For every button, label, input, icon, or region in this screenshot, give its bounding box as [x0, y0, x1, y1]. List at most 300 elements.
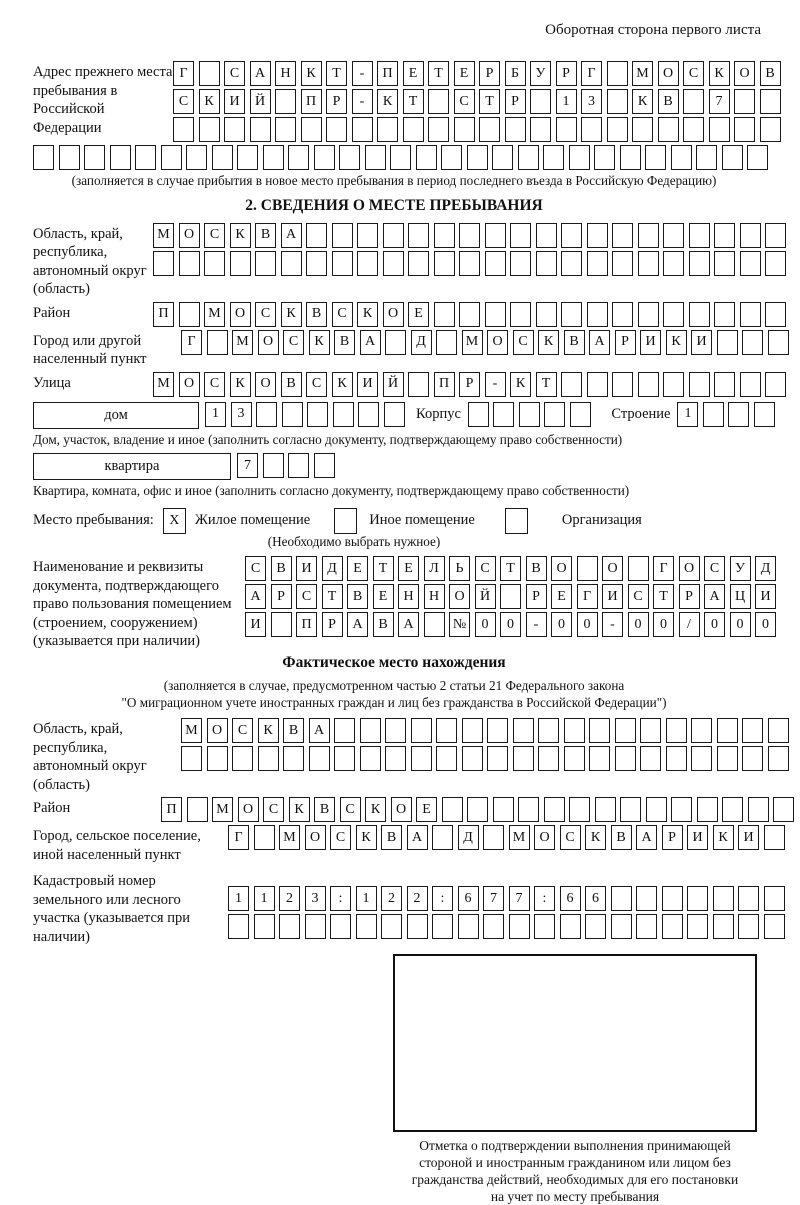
char-box: В: [526, 556, 547, 581]
char-box: Т: [373, 556, 394, 581]
char-box: [204, 251, 225, 276]
char-box: К: [301, 61, 322, 86]
char-box: К: [713, 825, 734, 850]
char-box: [301, 117, 322, 142]
char-box: С: [245, 556, 266, 581]
char-box: [307, 402, 328, 427]
korpus-label: Корпус: [416, 405, 461, 422]
organization-label: Организация: [561, 512, 642, 529]
char-box: [513, 718, 534, 743]
char-box: К: [289, 797, 310, 822]
char-box: [428, 89, 449, 114]
char-box: [607, 117, 628, 142]
char-box: [385, 330, 406, 355]
char-box: С: [475, 556, 496, 581]
char-box: [722, 797, 743, 822]
char-box: [510, 302, 531, 327]
char-box: Ц: [730, 584, 751, 609]
char-box: О: [734, 61, 755, 86]
previous-address-row-1: [173, 61, 785, 86]
char-box: [468, 402, 489, 427]
char-box: [640, 718, 661, 743]
char-box: [161, 145, 182, 170]
char-box: [403, 117, 424, 142]
char-box: В: [760, 61, 781, 86]
char-box: С: [454, 89, 475, 114]
char-box: С: [173, 89, 194, 114]
char-box: Е: [373, 584, 394, 609]
char-box: [662, 914, 683, 939]
char-box: [487, 746, 508, 771]
char-box: 0: [704, 612, 725, 637]
char-box: [432, 914, 453, 939]
char-box: [570, 402, 591, 427]
char-box: Е: [551, 584, 572, 609]
actual-district-label: Район: [33, 800, 71, 817]
char-box: К: [230, 372, 251, 397]
char-box: И: [357, 372, 378, 397]
char-box: [581, 117, 602, 142]
other-premises-label: Иное помещение: [369, 512, 475, 529]
char-box: О: [255, 372, 276, 397]
confirmation-note-line-1: Отметка о подтверждении выполнения принимающей: [419, 1138, 731, 1154]
char-box: О: [383, 302, 404, 327]
char-box: [358, 402, 379, 427]
char-box: [510, 223, 531, 248]
char-box: [467, 797, 488, 822]
char-box: [228, 914, 249, 939]
char-box: [153, 251, 174, 276]
char-box: А: [281, 223, 302, 248]
char-box: О: [449, 584, 470, 609]
previous-address-row-3: [173, 117, 785, 142]
char-box: [747, 145, 768, 170]
char-box: В: [347, 584, 368, 609]
char-box: [628, 556, 649, 581]
char-box: К: [199, 89, 220, 114]
char-box: И: [245, 612, 266, 637]
cadastral-field: [33, 870, 795, 946]
char-box: И: [691, 330, 712, 355]
char-box: С: [296, 584, 317, 609]
street-field: [33, 372, 795, 397]
char-box: С: [224, 61, 245, 86]
char-box: С: [232, 718, 253, 743]
confirmation-note-line-2: стороной и иностранным гражданином или лицом без: [419, 1155, 731, 1171]
char-box: [740, 372, 761, 397]
char-box: [717, 330, 738, 355]
char-box: [434, 302, 455, 327]
char-box: 3: [231, 402, 252, 427]
document-row-2: [245, 584, 781, 609]
residential-label: Жилое помещение: [194, 512, 311, 529]
char-box: [544, 797, 565, 822]
char-box: 0: [628, 612, 649, 637]
char-box: [332, 223, 353, 248]
char-box: [585, 914, 606, 939]
char-box: В: [306, 302, 327, 327]
char-box: [187, 797, 208, 822]
char-box: [740, 251, 761, 276]
char-box: [485, 251, 506, 276]
char-box: П: [296, 612, 317, 637]
char-box: [357, 251, 378, 276]
char-box: К: [538, 330, 559, 355]
char-box: [638, 372, 659, 397]
char-box: Р: [322, 612, 343, 637]
char-box: [595, 797, 616, 822]
char-box: [612, 372, 633, 397]
char-box: [764, 914, 785, 939]
confirmation-note: [373, 1137, 777, 1205]
char-box: [713, 914, 734, 939]
char-box: [638, 302, 659, 327]
char-box: А: [245, 584, 266, 609]
char-box: 1: [254, 886, 275, 911]
char-box: И: [296, 556, 317, 581]
char-box: [263, 453, 284, 478]
char-box: М: [204, 302, 225, 327]
char-box: [663, 372, 684, 397]
char-box: 1: [356, 886, 377, 911]
char-box: [519, 402, 540, 427]
char-box: [110, 145, 131, 170]
char-box: [530, 89, 551, 114]
char-box: [271, 612, 292, 637]
char-box: [424, 612, 445, 637]
char-box: [212, 145, 233, 170]
apartment-note: Квартира, комната, офис и иное (заполнить согласно документу, подтверждающему право собственности): [33, 483, 630, 499]
char-box: Т: [428, 61, 449, 86]
char-box: -: [352, 61, 373, 86]
char-box: В: [283, 718, 304, 743]
char-box: [620, 145, 641, 170]
stay-info-section: [33, 223, 795, 652]
char-box: [254, 914, 275, 939]
char-box: [467, 145, 488, 170]
char-box: [587, 372, 608, 397]
char-box: [589, 746, 610, 771]
char-box: 1: [205, 402, 226, 427]
char-box: -: [485, 372, 506, 397]
char-box: [510, 251, 531, 276]
char-box: [436, 718, 457, 743]
char-box: Б: [505, 61, 526, 86]
char-box: [408, 372, 429, 397]
char-box: К: [365, 797, 386, 822]
char-box: [384, 402, 405, 427]
char-box: [607, 89, 628, 114]
char-box: [612, 302, 633, 327]
char-box: Е: [398, 556, 419, 581]
char-box: [305, 914, 326, 939]
char-box: С: [332, 302, 353, 327]
char-box: [564, 718, 585, 743]
char-box: [638, 251, 659, 276]
char-box: [282, 402, 303, 427]
char-box: [714, 251, 735, 276]
char-box: [536, 302, 557, 327]
char-box: [689, 302, 710, 327]
char-box: [518, 145, 539, 170]
char-box: [356, 914, 377, 939]
char-box: Д: [755, 556, 776, 581]
char-box: Т: [536, 372, 557, 397]
settlement-row: [228, 825, 789, 850]
house-note: Дом, участок, владение и иное (заполнить согласно документу, подтверждающему право собственности): [33, 431, 623, 447]
actual-region-label: Область, край, республика, автономный округ (область): [33, 721, 147, 793]
char-box: [536, 251, 557, 276]
char-box: [513, 746, 534, 771]
char-box: [408, 223, 429, 248]
char-box: [689, 223, 710, 248]
char-box: -: [352, 89, 373, 114]
char-box: У: [730, 556, 751, 581]
char-box: В: [564, 330, 585, 355]
char-box: [434, 223, 455, 248]
char-box: [740, 223, 761, 248]
char-box: [462, 746, 483, 771]
char-box: Е: [416, 797, 437, 822]
char-box: В: [611, 825, 632, 850]
char-box: [173, 117, 194, 142]
district-label: Район: [33, 304, 71, 321]
char-box: [256, 402, 277, 427]
char-box: [636, 914, 657, 939]
char-box: [683, 89, 704, 114]
char-box: [560, 914, 581, 939]
char-box: [483, 825, 504, 850]
stay-type-label: Место пребывания:: [33, 512, 154, 529]
char-box: [436, 746, 457, 771]
char-box: С: [204, 372, 225, 397]
char-box: [59, 145, 80, 170]
char-box: [493, 402, 514, 427]
char-box: 1: [228, 886, 249, 911]
cadastral-row-2: [228, 914, 789, 939]
char-box: [734, 117, 755, 142]
char-box: [390, 145, 411, 170]
char-box: С: [330, 825, 351, 850]
char-box: Г: [181, 330, 202, 355]
char-box: [436, 330, 457, 355]
char-box: О: [238, 797, 259, 822]
char-box: [728, 402, 749, 427]
char-box: 6: [560, 886, 581, 911]
char-box: [620, 797, 641, 822]
char-box: К: [709, 61, 730, 86]
char-box: [509, 914, 530, 939]
char-box: [383, 251, 404, 276]
char-box: [485, 223, 506, 248]
char-box: [714, 223, 735, 248]
char-box: [333, 402, 354, 427]
char-box: [309, 746, 330, 771]
char-box: Т: [653, 584, 674, 609]
char-box: [768, 330, 789, 355]
char-box: [441, 145, 462, 170]
char-box: [334, 746, 355, 771]
char-box: И: [224, 89, 245, 114]
char-box: :: [534, 886, 555, 911]
char-box: К: [230, 223, 251, 248]
char-box: [179, 302, 200, 327]
char-box: 2: [279, 886, 300, 911]
street-label: Улица: [33, 374, 71, 391]
char-box: С: [628, 584, 649, 609]
char-box: [518, 797, 539, 822]
char-box: К: [666, 330, 687, 355]
char-box: О: [534, 825, 555, 850]
district-field: [33, 302, 795, 327]
settlement-label: Город, сельское поселение, иной населенный пункт: [33, 828, 201, 863]
char-box: [765, 372, 786, 397]
apartment-cells: [237, 453, 339, 478]
char-box: [683, 117, 704, 142]
region-row-1: [153, 223, 791, 248]
char-box: [306, 251, 327, 276]
char-box: 2: [381, 886, 402, 911]
char-box: [326, 117, 347, 142]
char-box: 1: [556, 89, 577, 114]
char-box: [734, 89, 755, 114]
page-side-note: Оборотная сторона первого листа: [545, 22, 761, 38]
char-box: [179, 251, 200, 276]
previous-address-note: (заполняется в случае прибытия в новое место пребывания в период последнего въезда в Российскую Федерацию): [71, 173, 717, 188]
char-box: [742, 746, 763, 771]
char-box: М: [153, 372, 174, 397]
actual-region-row-1: [181, 718, 793, 743]
residential-checkbox: X: [163, 508, 186, 534]
char-box: [709, 117, 730, 142]
char-box: [33, 145, 54, 170]
char-box: И: [755, 584, 776, 609]
char-box: [638, 223, 659, 248]
char-box: [587, 223, 608, 248]
char-box: [462, 718, 483, 743]
char-box: [505, 117, 526, 142]
char-box: [740, 302, 761, 327]
char-box: [377, 117, 398, 142]
char-box: [687, 914, 708, 939]
previous-address-section: [33, 61, 795, 190]
char-box: [748, 797, 769, 822]
char-box: [687, 886, 708, 911]
char-box: [416, 145, 437, 170]
char-box: [632, 117, 653, 142]
char-box: М: [632, 61, 653, 86]
stay-type-row: [33, 508, 795, 534]
previous-address-label: Адрес прежнего места пребывания в Российской Федерации: [33, 64, 173, 136]
char-box: [352, 117, 373, 142]
char-box: О: [658, 61, 679, 86]
actual-location-note-1: (заполняется в случае, предусмотренном частью 2 статьи 21 Федерального закона: [163, 678, 625, 694]
char-box: И: [687, 825, 708, 850]
char-box: Г: [581, 61, 602, 86]
char-box: [485, 302, 506, 327]
settlement-field: [33, 825, 795, 864]
char-box: Д: [411, 330, 432, 355]
char-box: К: [309, 330, 330, 355]
char-box: М: [232, 330, 253, 355]
char-box: [612, 251, 633, 276]
char-box: 3: [305, 886, 326, 911]
char-box: Т: [322, 584, 343, 609]
char-box: [612, 223, 633, 248]
char-box: [479, 117, 500, 142]
char-box: Р: [505, 89, 526, 114]
char-box: [594, 145, 615, 170]
char-box: О: [179, 372, 200, 397]
char-box: [459, 223, 480, 248]
char-box: О: [258, 330, 279, 355]
char-box: С: [255, 302, 276, 327]
char-box: М: [212, 797, 233, 822]
char-box: [281, 251, 302, 276]
char-box: [768, 746, 789, 771]
char-box: К: [356, 825, 377, 850]
char-box: [483, 914, 504, 939]
char-box: [459, 302, 480, 327]
stay-type-note: (Необходимо выбрать нужное): [267, 533, 441, 549]
region-label: Область, край, республика, автономный округ (область): [33, 225, 147, 298]
char-box: [611, 886, 632, 911]
char-box: [385, 718, 406, 743]
char-box: [689, 372, 710, 397]
char-box: Т: [403, 89, 424, 114]
district-row: [153, 302, 791, 327]
previous-address-row-2: [173, 89, 785, 114]
char-box: [365, 145, 386, 170]
apartment-box-label: квартира: [33, 453, 231, 480]
char-box: 7: [483, 886, 504, 911]
char-box: [334, 718, 355, 743]
char-box: [569, 145, 590, 170]
char-box: [663, 302, 684, 327]
char-box: Н: [275, 61, 296, 86]
char-box: О: [179, 223, 200, 248]
char-box: [275, 117, 296, 142]
char-box: [263, 145, 284, 170]
char-box: Д: [322, 556, 343, 581]
char-box: П: [377, 61, 398, 86]
char-box: К: [332, 372, 353, 397]
char-box: -: [602, 612, 623, 637]
char-box: О: [207, 718, 228, 743]
char-box: О: [305, 825, 326, 850]
char-box: [543, 145, 564, 170]
char-box: О: [487, 330, 508, 355]
char-box: -: [526, 612, 547, 637]
char-box: [663, 251, 684, 276]
char-box: В: [271, 556, 292, 581]
city-field: [33, 330, 795, 369]
city-label: Город или другой населенный пункт: [33, 332, 147, 368]
char-box: Г: [173, 61, 194, 86]
char-box: [760, 89, 781, 114]
actual-location-section: [33, 654, 795, 1205]
char-box: Р: [271, 584, 292, 609]
char-box: О: [391, 797, 412, 822]
char-box: [556, 117, 577, 142]
char-box: [186, 145, 207, 170]
char-box: [224, 117, 245, 142]
char-box: Е: [454, 61, 475, 86]
char-box: А: [407, 825, 428, 850]
char-box: [407, 914, 428, 939]
char-box: [493, 797, 514, 822]
char-box: [663, 223, 684, 248]
